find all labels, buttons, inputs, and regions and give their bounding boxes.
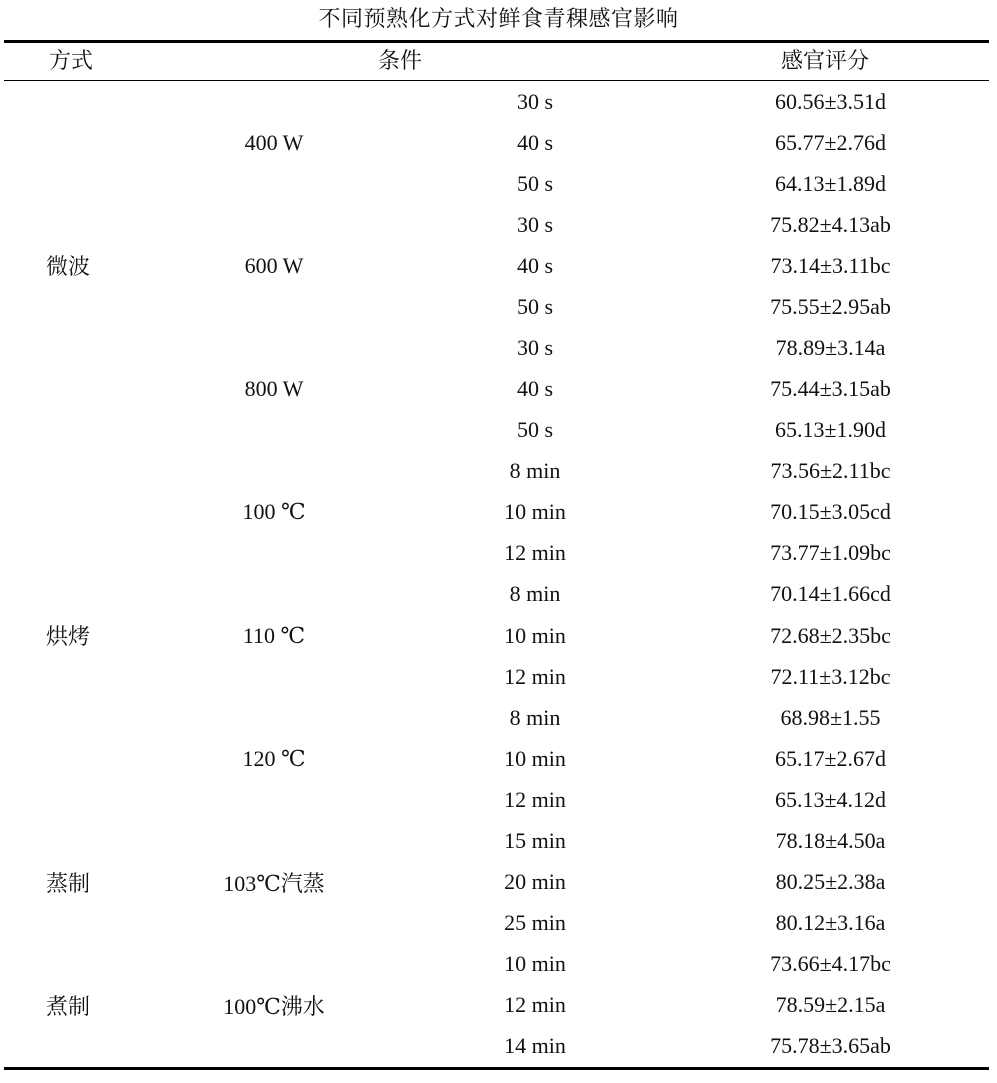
- condition-time-cell: 50 s: [516, 417, 554, 443]
- condition-level-cell: 110 ℃: [242, 622, 306, 648]
- condition-time-cell: 50 s: [516, 293, 554, 319]
- score-cell: 64.13±1.89d: [774, 170, 887, 196]
- score-cell: 75.78±3.65ab: [770, 1033, 891, 1059]
- condition-time-cell: 14 min: [504, 1033, 566, 1059]
- score-cell: 75.82±4.13ab: [770, 211, 891, 237]
- score-cell: 65.13±4.12d: [774, 786, 887, 812]
- score-cell: 75.55±2.95ab: [770, 293, 891, 319]
- score-cell: 78.89±3.14a: [775, 335, 886, 360]
- score-cell: 73.77±1.09bc: [770, 540, 891, 566]
- condition-level-cell: 800 W: [244, 376, 304, 402]
- condition-level-cell: 100 ℃: [242, 499, 306, 525]
- condition-time-cell: 25 min: [504, 910, 566, 936]
- condition-time-cell: 30 s: [516, 335, 554, 360]
- score-cell: 72.68±2.35bc: [770, 622, 891, 648]
- condition-time-cell: 12 min: [504, 540, 566, 566]
- condition-time-cell: 12 min: [504, 663, 566, 689]
- condition-level-cell: 400 W: [244, 129, 304, 155]
- table-top-rule: [4, 40, 989, 43]
- condition-time-cell: 40 s: [516, 376, 554, 402]
- condition-time-cell: 30 s: [516, 88, 554, 114]
- condition-time-cell: 12 min: [504, 992, 566, 1018]
- header-method: 方式: [48, 49, 93, 74]
- condition-time-cell: 8 min: [509, 458, 561, 484]
- condition-time-cell: 10 min: [504, 745, 566, 771]
- score-cell: 65.17±2.67d: [774, 745, 887, 771]
- condition-level-cell: 600 W: [244, 252, 304, 278]
- table-bottom-rule: [4, 1067, 989, 1070]
- condition-time-cell: 10 min: [504, 951, 566, 977]
- score-cell: 73.56±2.11bc: [770, 458, 891, 484]
- condition-level-cell: 120 ℃: [242, 745, 306, 771]
- score-cell: 80.25±2.38a: [775, 869, 886, 895]
- condition-level-cell: 100℃沸水: [223, 993, 325, 1019]
- table-body: [0, 81, 997, 1067]
- condition-level-cell: 103℃汽蒸: [223, 870, 325, 896]
- condition-time-cell: 12 min: [504, 786, 566, 812]
- score-cell: 65.77±2.76d: [774, 129, 887, 155]
- score-cell: 60.56±3.51d: [774, 88, 887, 114]
- condition-time-cell: 20 min: [504, 869, 566, 895]
- header-score: 感官评分: [780, 49, 869, 74]
- condition-time-cell: 8 min: [509, 704, 561, 730]
- score-cell: 68.98±1.55: [780, 704, 881, 730]
- condition-time-cell: 15 min: [504, 827, 566, 853]
- condition-time-cell: 40 s: [516, 129, 554, 155]
- condition-time-cell: 30 s: [516, 211, 554, 237]
- score-cell: 72.11±3.12bc: [770, 663, 891, 689]
- score-cell: 78.59±2.15a: [775, 992, 886, 1018]
- method-cell: 烘烤: [46, 625, 91, 651]
- score-cell: 73.14±3.11bc: [770, 252, 891, 278]
- score-cell: 70.14±1.66cd: [770, 581, 891, 607]
- score-cell: 70.15±3.05cd: [770, 499, 891, 525]
- score-cell: 73.66±4.17bc: [770, 951, 891, 977]
- table-title: 不同预熟化方式对鲜食青稞感官影响: [318, 7, 679, 32]
- score-cell: 65.13±1.90d: [774, 417, 887, 443]
- score-cell: 78.18±4.50a: [775, 827, 886, 853]
- condition-time-cell: 8 min: [509, 581, 561, 607]
- condition-time-cell: 40 s: [516, 252, 554, 278]
- condition-time-cell: 50 s: [516, 170, 554, 196]
- method-cell: 蒸制: [46, 871, 91, 897]
- method-cell: 微波: [46, 255, 91, 281]
- condition-time-cell: 10 min: [504, 499, 566, 525]
- condition-time-cell: 10 min: [504, 622, 566, 648]
- header-condition: 条件: [377, 49, 422, 74]
- score-cell: 75.44±3.15ab: [770, 376, 891, 402]
- score-cell: 80.12±3.16a: [775, 910, 886, 936]
- method-cell: 煮制: [46, 994, 91, 1020]
